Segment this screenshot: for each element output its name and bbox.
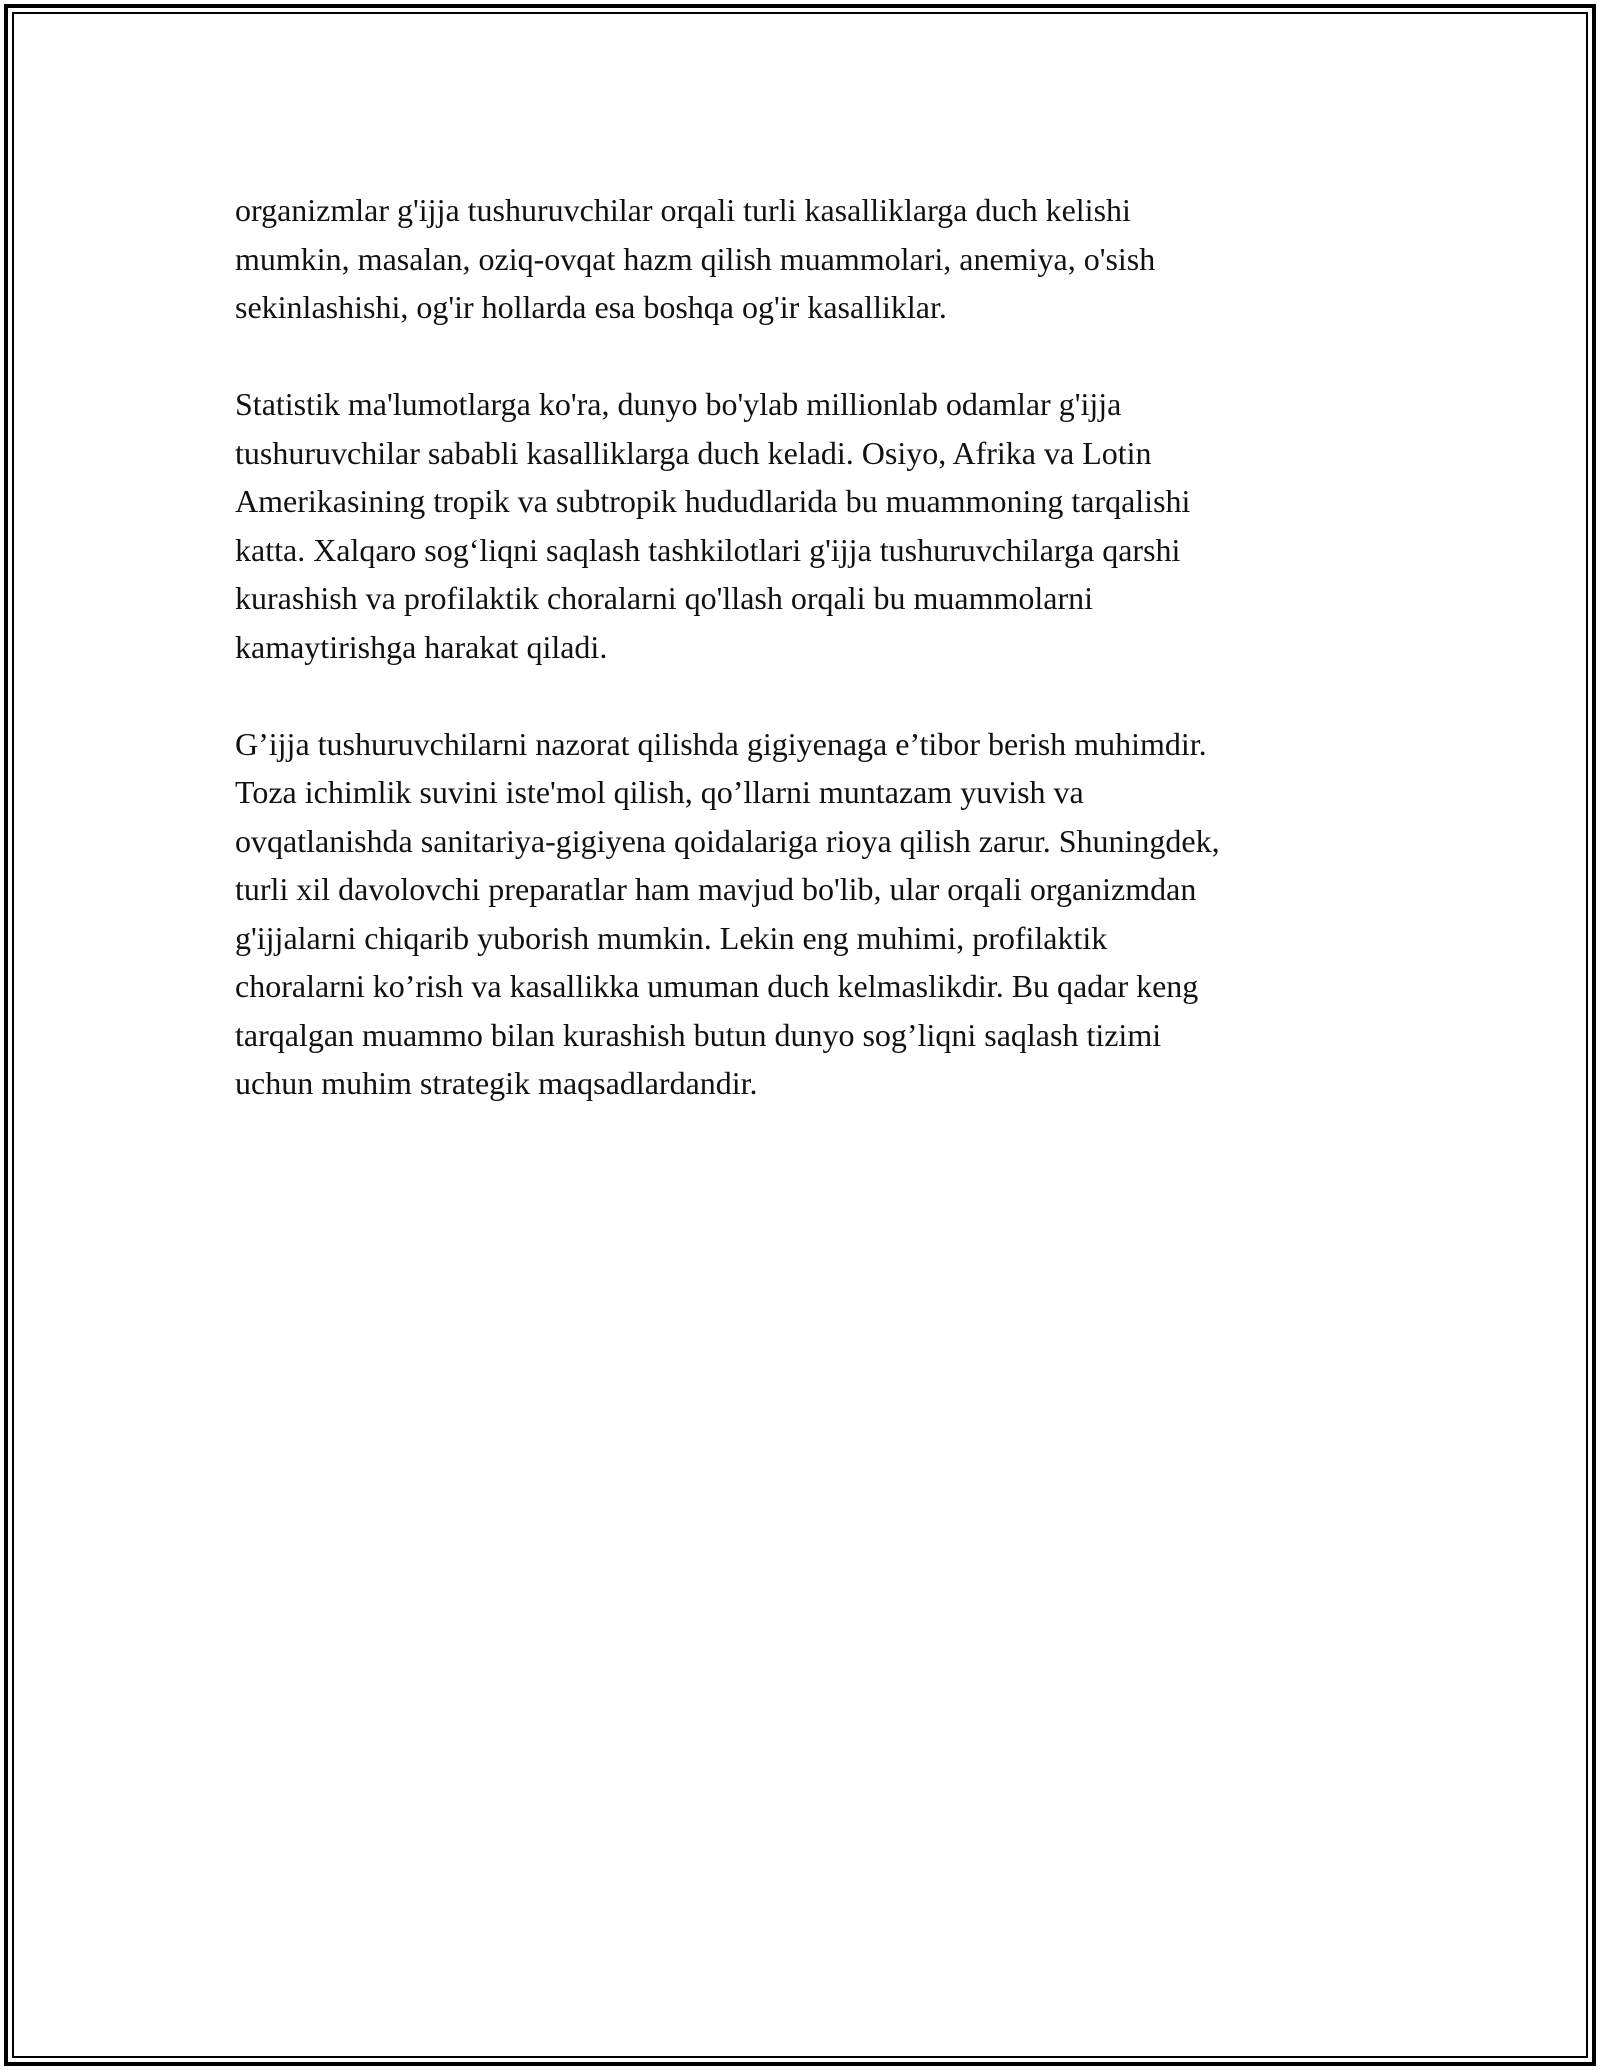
paragraph-3: G’ijja tushuruvchilarni nazorat qilishda gigiyenaga e’tibor berish muhimdir. Toza ichimlik suvini iste'mol qilish, qo’llarni muntazam yuvish va ovqatlanishda sanitariya-gigiyena qoidalariga rioya qilish zarur. Shuningdek, turli xil davolovchi preparatlar ham mavjud bo'lib, ular orqali organizmdan g'ijjalarni chiqarib yuborish mumkin. Lekin eng muhimi, profilaktik choralarni ko’rish va kasallikka umuman duch kelmaslikdir. Bu qadar keng tarqalgan muammo bilan kurashish butun dunyo sog’liqni saqlash tizimi uchun muhim strategik maqsadlardandir.: [235, 725, 1220, 1101]
paragraph-2: Statistik ma'lumotlarga ko'ra, dunyo bo'ylab millionlab odamlar g'ijja tushuruvchilar sababli kasalliklarga duch keladi. Osiyo, Afrika va Lotin Amerikasining tropik va subtropik hududlarida bu muammoning tarqalishi katta. Xalqaro sog‘liqni saqlash tashkilotlari g'ijja tushuruvchilarga qarshi kurashish va profilaktik choralarni qo'llash orqali bu muammolarni kamaytirishga harakat qiladi.: [235, 386, 1191, 665]
paragraph-1: organizmlar g'ijja tushuruvchilar orqali turli kasalliklarga duch kelishi mumkin, masalan, oziq-ovqat hazm qilish muammolari, anemiya, o'sish sekinlashishi, og'ir hollarda esa boshqa og'ir kasalliklar.: [235, 192, 1156, 325]
document-body: [235, 186, 1365, 1156]
